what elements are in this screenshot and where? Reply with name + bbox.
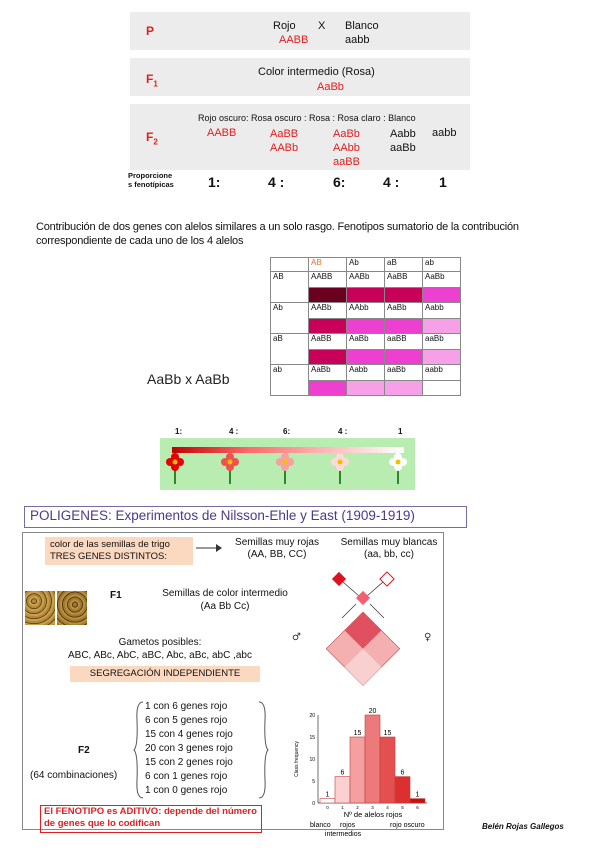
punnett-ratio-2: 4 :: [229, 427, 239, 436]
punnett-color-swatch: [309, 287, 347, 303]
p-blanco: Blanco: [345, 20, 379, 32]
punnett-color-swatch: [347, 287, 385, 303]
histogram-bar: [335, 777, 350, 803]
y-tick-label: 15: [309, 735, 315, 741]
flower-icon: [166, 453, 184, 484]
f2-header: Rojo oscuro: Rosa oscuro : Rosa : Rosa claro : Blanco: [198, 113, 416, 123]
p-rojo: Rojo: [273, 20, 296, 32]
punnett-col-header: aB: [385, 258, 423, 272]
f1-label: $F_1$: [146, 72, 158, 89]
proportions-label: Proporcione s fenotípicas: [128, 171, 174, 189]
hist-left-label: blanco: [310, 822, 331, 829]
punnett-color-swatch: [423, 287, 461, 303]
poligenes-title: POLIGENES: Experimentos de Nilsson-Ehle y East (1909-1919): [30, 508, 415, 523]
bar-data-label: 15: [383, 730, 392, 737]
punnett-color-swatch: [385, 287, 423, 303]
punnett-cell: AABB: [309, 272, 347, 288]
right-brace-icon: [257, 700, 269, 800]
punnett-col-header: AB: [309, 258, 347, 272]
punnett-col-header: ab: [423, 258, 461, 272]
flower-icon: [389, 453, 407, 484]
bar-data-label: 20: [368, 708, 377, 715]
punnett-row-header: aB: [271, 334, 309, 365]
f2-combinations: (64 combinaciones): [30, 770, 118, 781]
x-tick-label: 2: [356, 805, 359, 810]
proportion-2: 4 :: [268, 174, 285, 190]
punnett-cell: AaBb: [309, 365, 347, 381]
punnett-col-header: Ab: [347, 258, 385, 272]
punnett-ratio-4: 4 :: [338, 427, 348, 436]
p-geno-2: aabb: [345, 34, 370, 46]
flowers: [160, 452, 415, 490]
white-seeds: Semillas muy blancas (aa, bb, cc): [340, 537, 438, 560]
wheat-seed-image-2: [57, 591, 87, 625]
x-tick-label: 1: [341, 805, 344, 810]
f2-col3: AaBb AAbb aaBB: [333, 128, 360, 168]
x-tick-label: 0: [326, 805, 329, 810]
punnett-color-swatch: [385, 318, 423, 334]
proportion-4: 4 :: [383, 174, 400, 190]
punnett-cell: aabb: [423, 365, 461, 381]
hist-mid-label: rojos: [340, 822, 356, 829]
p-geno-1: AABB: [279, 34, 309, 46]
p-label: P: [146, 24, 155, 38]
histogram-bar: [410, 799, 425, 803]
allele-histogram: [288, 698, 438, 838]
punnett-ratio-1: 1:: [175, 427, 183, 436]
histogram-bar: [350, 737, 365, 803]
x-tick-label: 4: [386, 805, 389, 810]
punnett-cell: aaBb: [385, 365, 423, 381]
red-seeds: Semillas muy rojas (AA, BB, CC): [235, 537, 319, 560]
punnett-cell: AaBB: [385, 272, 423, 288]
y-tick-label: 20: [309, 713, 315, 719]
punnett-color-swatch: [385, 380, 423, 396]
flower-icon: [276, 453, 294, 484]
f2-col5: aabb: [432, 127, 457, 139]
y-axis-label: Class frequency: [294, 741, 300, 777]
punnett-cell: aaBb: [423, 334, 461, 350]
flower-icon: [221, 453, 239, 484]
punnett-color-swatch: [309, 349, 347, 365]
description-text: Contribución de dos genes con alelos similares a un solo rasgo. Fenotipos sumatorio de la contribución correspondiente de cada uno de los 4 alelos: [36, 221, 519, 247]
hist-bottom-label: intermedios: [324, 831, 362, 838]
x-tick-label: 6: [416, 805, 419, 810]
bar-data-label: 6: [340, 769, 345, 777]
punnett-color-swatch: [309, 318, 347, 334]
histogram-bar: [320, 799, 335, 803]
punnett-color-swatch: [423, 349, 461, 365]
f2-col4: Aabb aaBb: [390, 128, 416, 154]
histogram-bar: [395, 777, 410, 803]
histogram-bar: [380, 737, 395, 803]
proportion-3: 6:: [333, 174, 346, 190]
svg-text:♂: ♂: [292, 632, 301, 643]
bar-data-label: 15: [353, 730, 362, 737]
wheat-seed-image-1: [25, 591, 55, 625]
gamete-diamond-diagram: [286, 568, 441, 688]
punnett-row-header: Ab: [271, 303, 309, 334]
f1-seeds-text: Semillas de color intermedio (Aa Bb Cc): [162, 588, 288, 612]
punnett-cell: AaBb: [423, 272, 461, 288]
gametes: Gametos posibles: ABC, ABc, AbC, aBC, Abc, aBc, abC ,abc: [68, 637, 252, 661]
left-brace-icon: [133, 700, 145, 800]
author-credit: Belén Rojas Gallegos: [482, 822, 564, 831]
punnett-square: [270, 257, 461, 396]
punnett-row-header: AB: [271, 272, 309, 303]
punnett-color-swatch: [423, 318, 461, 334]
bar-data-label: 1: [325, 791, 330, 799]
f1-text: Color intermedio (Rosa): [258, 66, 375, 78]
bar-data-label: 1: [415, 791, 420, 799]
proportion-1: 1:: [208, 174, 221, 190]
punnett-cell: AaBb: [347, 334, 385, 350]
f2-col2: AaBB AABb: [270, 128, 299, 154]
punnett-cross-label: AaBb x AaBb: [147, 371, 230, 387]
arrow-right-icon: [196, 543, 222, 553]
bar-data-label: 6: [400, 769, 405, 777]
punnett-cell: AaBB: [309, 334, 347, 350]
segregation-text: SEGREGACIÓN INDEPENDIENTE: [89, 668, 241, 679]
punnett-ratio-3: 6:: [283, 427, 291, 436]
punnett-cell: aaBB: [385, 334, 423, 350]
punnett-cell: AABb: [309, 303, 347, 319]
punnett-color-swatch: [347, 318, 385, 334]
svg-text:♀: ♀: [424, 632, 432, 643]
punnett-cell: Aabb: [423, 303, 461, 319]
punnett-cell: AABb: [347, 272, 385, 288]
proportion-5: 1: [439, 174, 447, 190]
f2-label: $F_2$: [146, 130, 158, 147]
y-tick-label: 0: [312, 801, 315, 807]
punnett-corner: [271, 258, 309, 272]
additive-note: El FENOTIPO es ADITIVO: depende del número de genes que lo codifican: [44, 806, 257, 829]
punnett-color-swatch: [347, 380, 385, 396]
p-x: X: [318, 20, 326, 32]
x-tick-label: 3: [371, 805, 374, 810]
y-tick-label: 5: [312, 779, 315, 785]
punnett-ratio-5: 1: [398, 427, 403, 436]
punnett-cell: Aabb: [347, 365, 385, 381]
f1-seeds-label: F1: [110, 590, 122, 601]
punnett-color-swatch: [347, 349, 385, 365]
hist-right-label: rojo oscuro: [390, 822, 425, 829]
y-tick-label: 10: [309, 757, 315, 763]
f2-col1: AABB: [207, 127, 237, 139]
punnett-color-swatch: [309, 380, 347, 396]
x-tick-label: 5: [401, 805, 404, 810]
punnett-cell: AAbb: [347, 303, 385, 319]
f2-seeds-label: F2: [78, 745, 90, 756]
seed-color-text: color de las semillas de trigo TRES GENES DISTINTOS:: [50, 539, 170, 562]
flower-icon: [331, 453, 349, 484]
punnett-color-swatch: [385, 349, 423, 365]
f2-list: 1 con 6 genes rojo 6 con 5 genes rojo 15 con 4 genes rojo 20 con 3 genes rojo 15 con 2 genes rojo 6 con 1 genes rojo 1 con 0 genes rojo: [145, 701, 233, 796]
punnett-color-swatch: [423, 380, 461, 396]
histogram-bar: [365, 715, 380, 803]
f1-geno: AaBb: [317, 81, 344, 93]
punnett-cell: AaBb: [385, 303, 423, 319]
punnett-row-header: ab: [271, 365, 309, 396]
x-axis-label: Nº de alelos rojos: [343, 810, 403, 819]
